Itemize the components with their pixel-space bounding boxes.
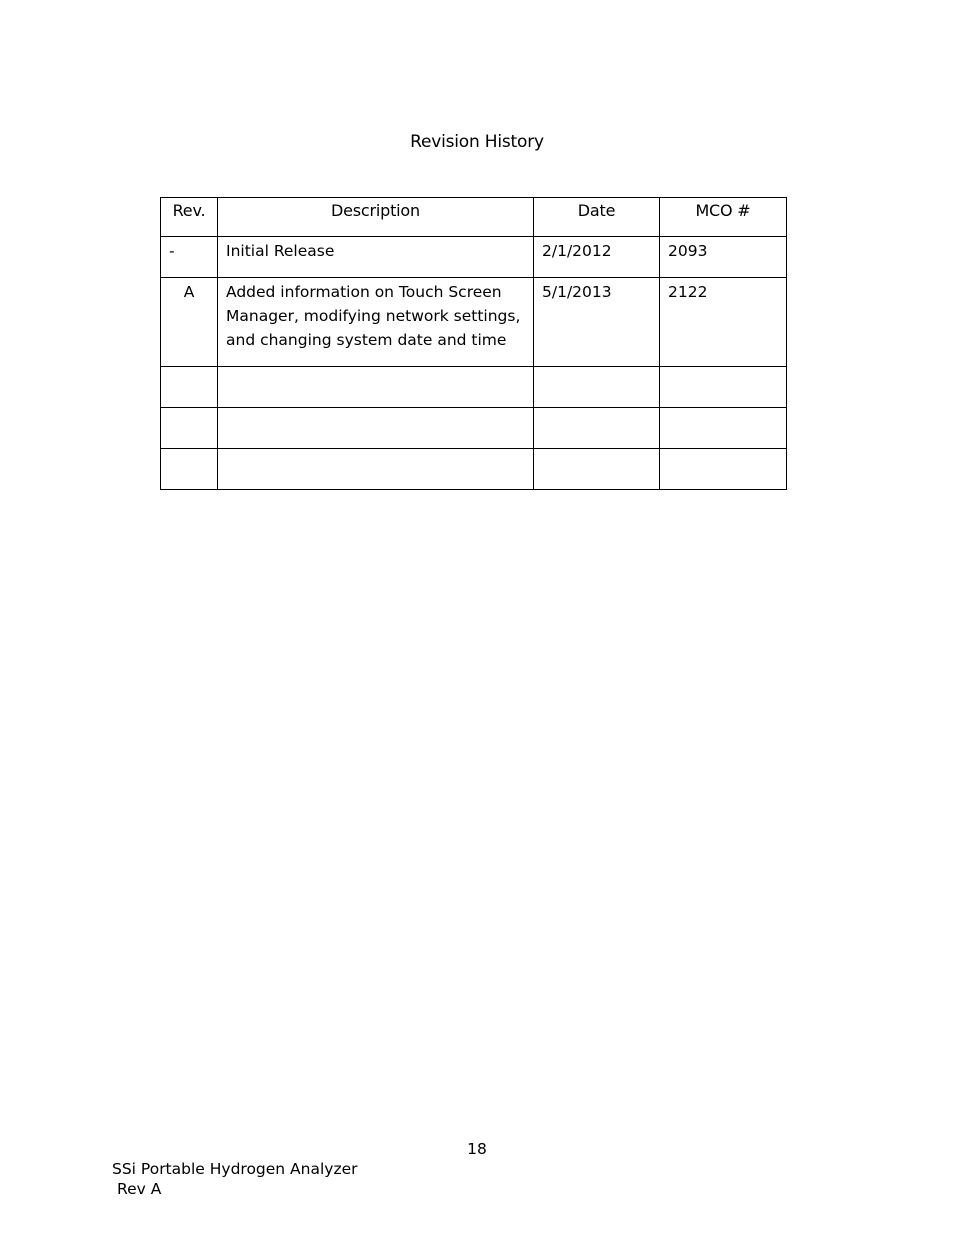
cell-rev: - (161, 237, 218, 278)
footer-revision: Rev A (117, 1180, 162, 1198)
page-title: Revision History (410, 132, 544, 152)
description-line: Added information on Touch Screen (226, 283, 502, 301)
empty-cell (660, 408, 787, 449)
cell-date: 2/1/2012 (534, 237, 660, 278)
empty-cell (161, 367, 218, 408)
description-line: and changing system date and time (226, 331, 507, 349)
cell-date: 5/1/2013 (534, 278, 660, 367)
empty-table-row (161, 367, 787, 408)
empty-table-row (161, 449, 787, 490)
header-mco: MCO # (660, 198, 787, 237)
empty-cell (660, 367, 787, 408)
empty-table-row (161, 408, 787, 449)
table-header-row (161, 198, 787, 237)
header-description: Description (218, 198, 534, 237)
empty-cell (161, 449, 218, 490)
empty-cell (161, 408, 218, 449)
revision-history-table (160, 197, 787, 490)
empty-cell (218, 367, 534, 408)
cell-description (218, 278, 534, 367)
cell-description: Initial Release (218, 237, 534, 278)
footer (112, 1159, 358, 1199)
page-number: 18 (467, 1140, 487, 1158)
header-date: Date (534, 198, 660, 237)
cell-mco: 2122 (660, 278, 787, 367)
cell-mco: 2093 (660, 237, 787, 278)
empty-cell (660, 449, 787, 490)
footer-product-name: SSi Portable Hydrogen Analyzer (112, 1160, 358, 1178)
empty-cell (218, 449, 534, 490)
empty-cell (218, 408, 534, 449)
header-rev: Rev. (161, 198, 218, 237)
empty-cell (534, 449, 660, 490)
empty-cell (534, 408, 660, 449)
table-row (161, 278, 787, 367)
empty-cell (534, 367, 660, 408)
table-row (161, 237, 787, 278)
description-line: Manager, modifying network settings, (226, 307, 521, 325)
cell-rev: A (161, 278, 218, 367)
